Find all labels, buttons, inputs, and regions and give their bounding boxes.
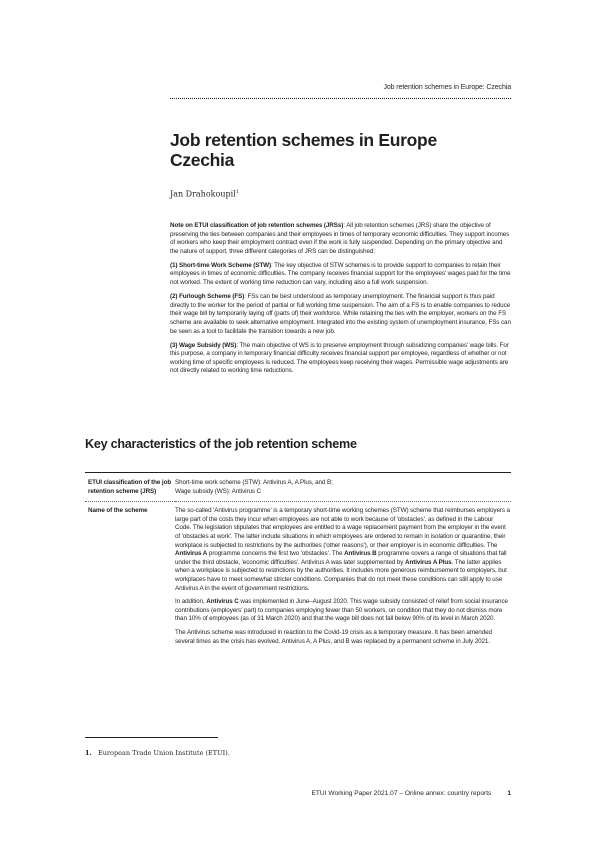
author-footnote-marker: 1 bbox=[235, 189, 239, 195]
row-label-classification: ETUI classification of the job retention scheme (JRS) bbox=[85, 473, 175, 502]
header-dotted-rule bbox=[170, 98, 511, 99]
fs-heading: (2) Furlough Scheme (FS) bbox=[170, 293, 245, 301]
scheme-paragraph-2 bbox=[175, 598, 511, 624]
stw-heading: (1) Short-time Work Scheme (STW) bbox=[170, 261, 271, 269]
title-line-2: Czechia bbox=[170, 150, 235, 170]
text-run: programme concerns the first two 'obstacles'. The bbox=[207, 550, 345, 558]
title-line-1: Job retention schemes in Europe bbox=[170, 130, 437, 150]
footnote bbox=[85, 749, 230, 757]
classification-value-line-1: Short-time work scheme (STW): Antivirus A, A Plus, and B; bbox=[175, 479, 333, 486]
text-run: . The latter applies when a workplace is subjected to restrictions by the authorities. It includes more generous reimbursement to employers, but workplaces have to meet somewhat stricter conditions. Companies that do not meet these conditions can still apply to use Antivirus A in the event of government restrictions. bbox=[175, 558, 507, 592]
stw-paragraph bbox=[170, 262, 511, 288]
page-number: 1 bbox=[507, 790, 511, 797]
fs-paragraph bbox=[170, 293, 511, 336]
note-paragraph bbox=[170, 222, 511, 256]
text-run: In addition, bbox=[175, 598, 207, 606]
author-name: Jan Drahokoupil bbox=[170, 189, 236, 199]
scheme-paragraph-1 bbox=[175, 507, 511, 593]
scheme-antivirus-c: Antivirus C bbox=[206, 598, 239, 606]
table-row bbox=[85, 473, 511, 502]
fs-text: : FSs can be best understood as temporary unemployment. The financial support is thus paid directly to the worker for the period of partial or full working time suspension. The aim of a FS is to enable companies to reduce their wage bill by temporarily laying off (parts of) their workforce. While retaining the ties with the employer, workers on the FS scheme are available to seek alternative employment. Integrated into the existing system of unemployment insurance, FSs can be seen as a tool to facilitate the transition towards a new job. bbox=[170, 293, 511, 335]
row-value-classification bbox=[175, 473, 511, 502]
document-title bbox=[170, 130, 510, 170]
classification-value-line-2: Wage subsidy (WS): Antivirus C bbox=[175, 487, 261, 495]
footnote-number: 1. bbox=[85, 749, 92, 757]
footnote-rule bbox=[85, 737, 218, 738]
text-run: was implemented in June–August 2020. This wage subsidy consisted of relief from social insurance contributions (employers' part) to companies employing fewer than 50 workers, on condition that they do not dismiss more than 10% of employees (as of 31 March 2020) and that the wage bill does not fall below 90% of its level in March 2020. bbox=[175, 598, 508, 623]
running-header: Job retention schemes in Europe: Czechia bbox=[383, 84, 511, 91]
scheme-paragraph-3: The Antivirus scheme was introduced in reaction to the Covid-19 crisis as a temporary measure. It has been amended several times as the crisis has evolved. Antivirus A, A Plus, and B was replaced by a permanent scheme in July 2021. bbox=[175, 628, 492, 645]
table-row bbox=[85, 502, 511, 656]
scheme-antivirus-b: Antivirus B bbox=[344, 550, 377, 558]
note-heading: Note on ETUI classification of job retention schemes (JRSs) bbox=[170, 222, 344, 229]
scheme-antivirus-a-plus: Antivirus A Plus bbox=[405, 558, 452, 566]
ws-heading: (3) Wage Subsidy (WS) bbox=[170, 341, 237, 349]
author bbox=[170, 189, 239, 199]
ws-paragraph bbox=[170, 342, 511, 376]
stw-text: : The key objective of STW schemes is to provide support to companies to retain their employees in times of economic difficulties. The company receives financial support for the employees' wages paid for the time not worked. The extent of working time reduction can vary, including also a full work suspension. bbox=[170, 261, 511, 287]
footnote-text: European Trade Union Institute (ETUI). bbox=[98, 749, 230, 757]
text-run: programme covers a range of situations that fall under the third obstacle, 'economic difficulties'. Antivirus A was later supplemented by bbox=[175, 550, 507, 566]
row-label-name: Name of the scheme bbox=[88, 507, 148, 515]
ws-text: : The main objective of WS is to preserve employment through subsidizing companies' wage bills. For this purpose, a company in temporary financial difficulty receives financial support per employee, regardless of whether or not working time of specific employees is reduced. The employees keep receiving their wages. Permissible wage adjustments are not directly related to working time reductions. bbox=[170, 341, 509, 375]
section-heading: Key characteristics of the job retention scheme bbox=[85, 437, 357, 451]
row-value-name bbox=[175, 502, 511, 656]
text-run: The so-called 'Antivirus programme' is a temporary short-time working schemes (STW) scheme that reimburses employers a large part of the costs they incur when employees are not able to work because of 'obstacles', as defined in the Labour Code. The legislation stipulates that employees are entitled to a wage replacement payment from the employer in the event of 'obstacles at work'. The latter include situations in which employees are ordered to remain in isolation or quarantine, their workplace is subjected to restrictions by the authorities ('other reasons'), or their employer is in economic difficulties. The bbox=[175, 507, 510, 549]
page-footer bbox=[311, 790, 511, 797]
footer-text: ETUI Working Paper 2021.07 – Online annex: country reports bbox=[311, 790, 492, 797]
characteristics-table bbox=[85, 472, 511, 656]
note-text: : All job retention schemes (JRS) share the objective of preserving the ties between companies and their employees in times of temporary economic difficulties. They support incomes of workers who keep their employment contract even if the work is fully suspended. Depending on the primary objective and the nature of support, three different categories of JRS can be distinguished: bbox=[170, 222, 510, 255]
scheme-antivirus-a: Antivirus A bbox=[175, 550, 208, 558]
classification-note bbox=[170, 222, 511, 382]
